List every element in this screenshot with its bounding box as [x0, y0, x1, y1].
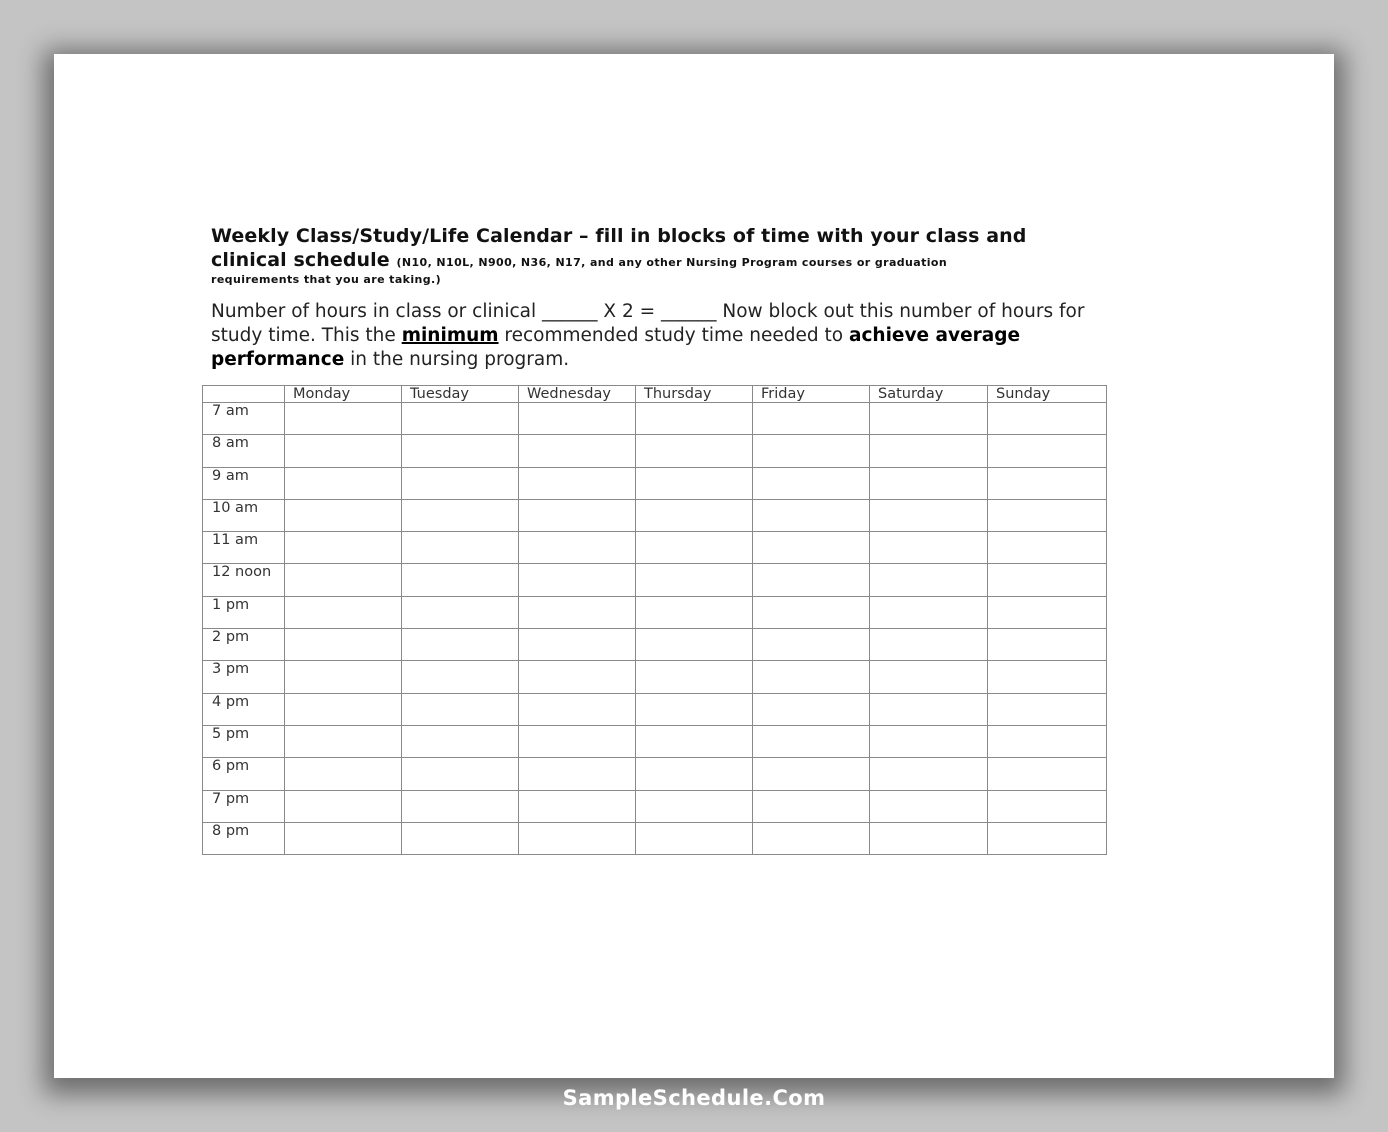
schedule-cell-sunday[interactable] [988, 725, 1107, 757]
time-row [203, 467, 1107, 499]
time-row [203, 564, 1107, 596]
schedule-cell-saturday[interactable] [870, 435, 988, 467]
schedule-cell-friday[interactable] [753, 758, 870, 790]
schedule-cell-sunday[interactable] [988, 596, 1107, 628]
schedule-cell-monday[interactable] [285, 758, 402, 790]
title-courses-note-cont: requirements that you are taking.) [211, 273, 442, 286]
schedule-cell-saturday[interactable] [870, 725, 988, 757]
schedule-cell-sunday[interactable] [988, 403, 1107, 435]
schedule-cell-tuesday[interactable] [402, 403, 519, 435]
schedule-cell-friday[interactable] [753, 822, 870, 854]
time-label: 7 am [203, 403, 285, 435]
schedule-cell-monday[interactable] [285, 499, 402, 531]
schedule-cell-wednesday[interactable] [519, 564, 636, 596]
schedule-cell-wednesday[interactable] [519, 435, 636, 467]
schedule-cell-monday[interactable] [285, 790, 402, 822]
schedule-cell-thursday[interactable] [636, 693, 753, 725]
schedule-cell-monday[interactable] [285, 596, 402, 628]
instructions-bold: achieve average performance [211, 325, 1021, 370]
schedule-cell-saturday[interactable] [870, 758, 988, 790]
schedule-cell-monday[interactable] [285, 532, 402, 564]
schedule-cell-tuesday[interactable] [402, 790, 519, 822]
schedule-cell-friday[interactable] [753, 596, 870, 628]
schedule-cell-friday[interactable] [753, 435, 870, 467]
time-row [203, 532, 1107, 564]
schedule-cell-saturday[interactable] [870, 822, 988, 854]
time-row [203, 693, 1107, 725]
day-header-thursday: Thursday [636, 386, 753, 403]
schedule-cell-tuesday[interactable] [402, 499, 519, 531]
schedule-cell-friday[interactable] [753, 564, 870, 596]
header-row [203, 386, 1107, 403]
schedule-cell-tuesday[interactable] [402, 467, 519, 499]
title-line1: Weekly Class/Study/Life Calendar – fill in blocks of time with your class and [211, 225, 1027, 247]
day-header-tuesday: Tuesday [402, 386, 519, 403]
watermark-text: SampleSchedule.Com [562, 1086, 826, 1110]
schedule-cell-friday[interactable] [753, 725, 870, 757]
day-header-sunday: Sunday [988, 386, 1107, 403]
instructions-minimum: minimum [401, 325, 499, 346]
schedule-cell-monday[interactable] [285, 629, 402, 661]
schedule-cell-monday[interactable] [285, 725, 402, 757]
schedule-cell-sunday[interactable] [988, 822, 1107, 854]
schedule-cell-sunday[interactable] [988, 467, 1107, 499]
schedule-cell-wednesday[interactable] [519, 758, 636, 790]
time-label: 12 noon [203, 564, 285, 596]
document-title [211, 224, 1111, 275]
schedule-cell-tuesday[interactable] [402, 693, 519, 725]
schedule-cell-friday[interactable] [753, 403, 870, 435]
schedule-cell-thursday[interactable] [636, 435, 753, 467]
time-label: 7 pm [203, 790, 285, 822]
time-row [203, 403, 1107, 435]
schedule-cell-saturday[interactable] [870, 790, 988, 822]
schedule-cell-monday[interactable] [285, 435, 402, 467]
title-line2: clinical schedule [211, 249, 390, 271]
schedule-cell-wednesday[interactable] [519, 596, 636, 628]
schedule-cell-saturday[interactable] [870, 564, 988, 596]
schedule-cell-friday[interactable] [753, 532, 870, 564]
schedule-cell-saturday[interactable] [870, 403, 988, 435]
day-header-wednesday: Wednesday [519, 386, 636, 403]
day-header-monday: Monday [285, 386, 402, 403]
schedule-cell-thursday[interactable] [636, 499, 753, 531]
weekly-schedule-table [202, 385, 1107, 855]
schedule-cell-tuesday[interactable] [402, 435, 519, 467]
schedule-cell-monday[interactable] [285, 693, 402, 725]
time-label: 5 pm [203, 725, 285, 757]
schedule-cell-saturday[interactable] [870, 467, 988, 499]
schedule-cell-thursday[interactable] [636, 661, 753, 693]
schedule-cell-wednesday[interactable] [519, 693, 636, 725]
schedule-cell-thursday[interactable] [636, 564, 753, 596]
schedule-cell-tuesday[interactable] [402, 758, 519, 790]
schedule-cell-tuesday[interactable] [402, 596, 519, 628]
schedule-cell-thursday[interactable] [636, 758, 753, 790]
schedule-cell-wednesday[interactable] [519, 532, 636, 564]
schedule-cell-saturday[interactable] [870, 629, 988, 661]
schedule-cell-tuesday[interactable] [402, 822, 519, 854]
time-row [203, 725, 1107, 757]
schedule-cell-monday[interactable] [285, 661, 402, 693]
schedule-cell-thursday[interactable] [636, 790, 753, 822]
time-row [203, 661, 1107, 693]
instructions-paragraph [211, 300, 1111, 372]
schedule-cell-thursday[interactable] [636, 822, 753, 854]
time-row [203, 822, 1107, 854]
schedule-cell-wednesday[interactable] [519, 661, 636, 693]
schedule-cell-sunday[interactable] [988, 758, 1107, 790]
time-row [203, 629, 1107, 661]
schedule-cell-friday[interactable] [753, 467, 870, 499]
day-header-friday: Friday [753, 386, 870, 403]
schedule-cell-wednesday[interactable] [519, 725, 636, 757]
schedule-cell-sunday[interactable] [988, 435, 1107, 467]
instructions-text-1: Number of hours in class or clinical ______ X 2 = ______ Now block out this number of hours for study time. This the [211, 301, 1085, 346]
time-label: 2 pm [203, 629, 285, 661]
schedule-cell-wednesday[interactable] [519, 790, 636, 822]
schedule-cell-sunday[interactable] [988, 564, 1107, 596]
schedule-cell-sunday[interactable] [988, 661, 1107, 693]
schedule-cell-saturday[interactable] [870, 596, 988, 628]
schedule-cell-wednesday[interactable] [519, 629, 636, 661]
schedule-cell-saturday[interactable] [870, 499, 988, 531]
schedule-cell-wednesday[interactable] [519, 499, 636, 531]
document-page [54, 54, 1334, 1078]
schedule-cell-friday[interactable] [753, 790, 870, 822]
schedule-cell-monday[interactable] [285, 467, 402, 499]
time-label: 3 pm [203, 661, 285, 693]
schedule-cell-wednesday[interactable] [519, 467, 636, 499]
document-content [211, 224, 1111, 372]
schedule-cell-monday[interactable] [285, 822, 402, 854]
time-label: 9 am [203, 467, 285, 499]
corner-cell [203, 386, 285, 403]
schedule-cell-thursday[interactable] [636, 467, 753, 499]
schedule-cell-saturday[interactable] [870, 693, 988, 725]
schedule-cell-tuesday[interactable] [402, 725, 519, 757]
schedule-cell-monday[interactable] [285, 564, 402, 596]
schedule-cell-monday[interactable] [285, 403, 402, 435]
time-row [203, 499, 1107, 531]
schedule-cell-friday[interactable] [753, 629, 870, 661]
schedule-cell-friday[interactable] [753, 693, 870, 725]
schedule-cell-sunday[interactable] [988, 532, 1107, 564]
schedule-cell-thursday[interactable] [636, 532, 753, 564]
time-label: 8 pm [203, 822, 285, 854]
time-row [203, 758, 1107, 790]
schedule-cell-tuesday[interactable] [402, 661, 519, 693]
schedule-cell-saturday[interactable] [870, 661, 988, 693]
time-label: 11 am [203, 532, 285, 564]
schedule-cell-thursday[interactable] [636, 403, 753, 435]
schedule-cell-tuesday[interactable] [402, 564, 519, 596]
time-label: 10 am [203, 499, 285, 531]
schedule-cell-tuesday[interactable] [402, 532, 519, 564]
schedule-cell-sunday[interactable] [988, 693, 1107, 725]
schedule-cell-thursday[interactable] [636, 596, 753, 628]
schedule-cell-saturday[interactable] [870, 532, 988, 564]
schedule-cell-thursday[interactable] [636, 725, 753, 757]
instructions-text-2: recommended study time needed to [498, 325, 849, 346]
day-header-saturday: Saturday [870, 386, 988, 403]
time-label: 8 am [203, 435, 285, 467]
title-courses-note: (N10, N10L, N900, N36, N17, and any other Nursing Program courses or graduation [396, 256, 948, 269]
schedule-cell-sunday[interactable] [988, 499, 1107, 531]
schedule-cell-sunday[interactable] [988, 790, 1107, 822]
time-row [203, 596, 1107, 628]
schedule-cell-wednesday[interactable] [519, 403, 636, 435]
schedule-cell-tuesday[interactable] [402, 629, 519, 661]
time-label: 6 pm [203, 758, 285, 790]
schedule-cell-wednesday[interactable] [519, 822, 636, 854]
time-label: 4 pm [203, 693, 285, 725]
schedule-cell-friday[interactable] [753, 661, 870, 693]
time-row [203, 435, 1107, 467]
schedule-cell-sunday[interactable] [988, 629, 1107, 661]
schedule-cell-friday[interactable] [753, 499, 870, 531]
schedule-body [203, 403, 1107, 855]
time-row [203, 790, 1107, 822]
time-label: 1 pm [203, 596, 285, 628]
schedule-cell-thursday[interactable] [636, 629, 753, 661]
instructions-text-3: in the nursing program. [344, 349, 570, 370]
